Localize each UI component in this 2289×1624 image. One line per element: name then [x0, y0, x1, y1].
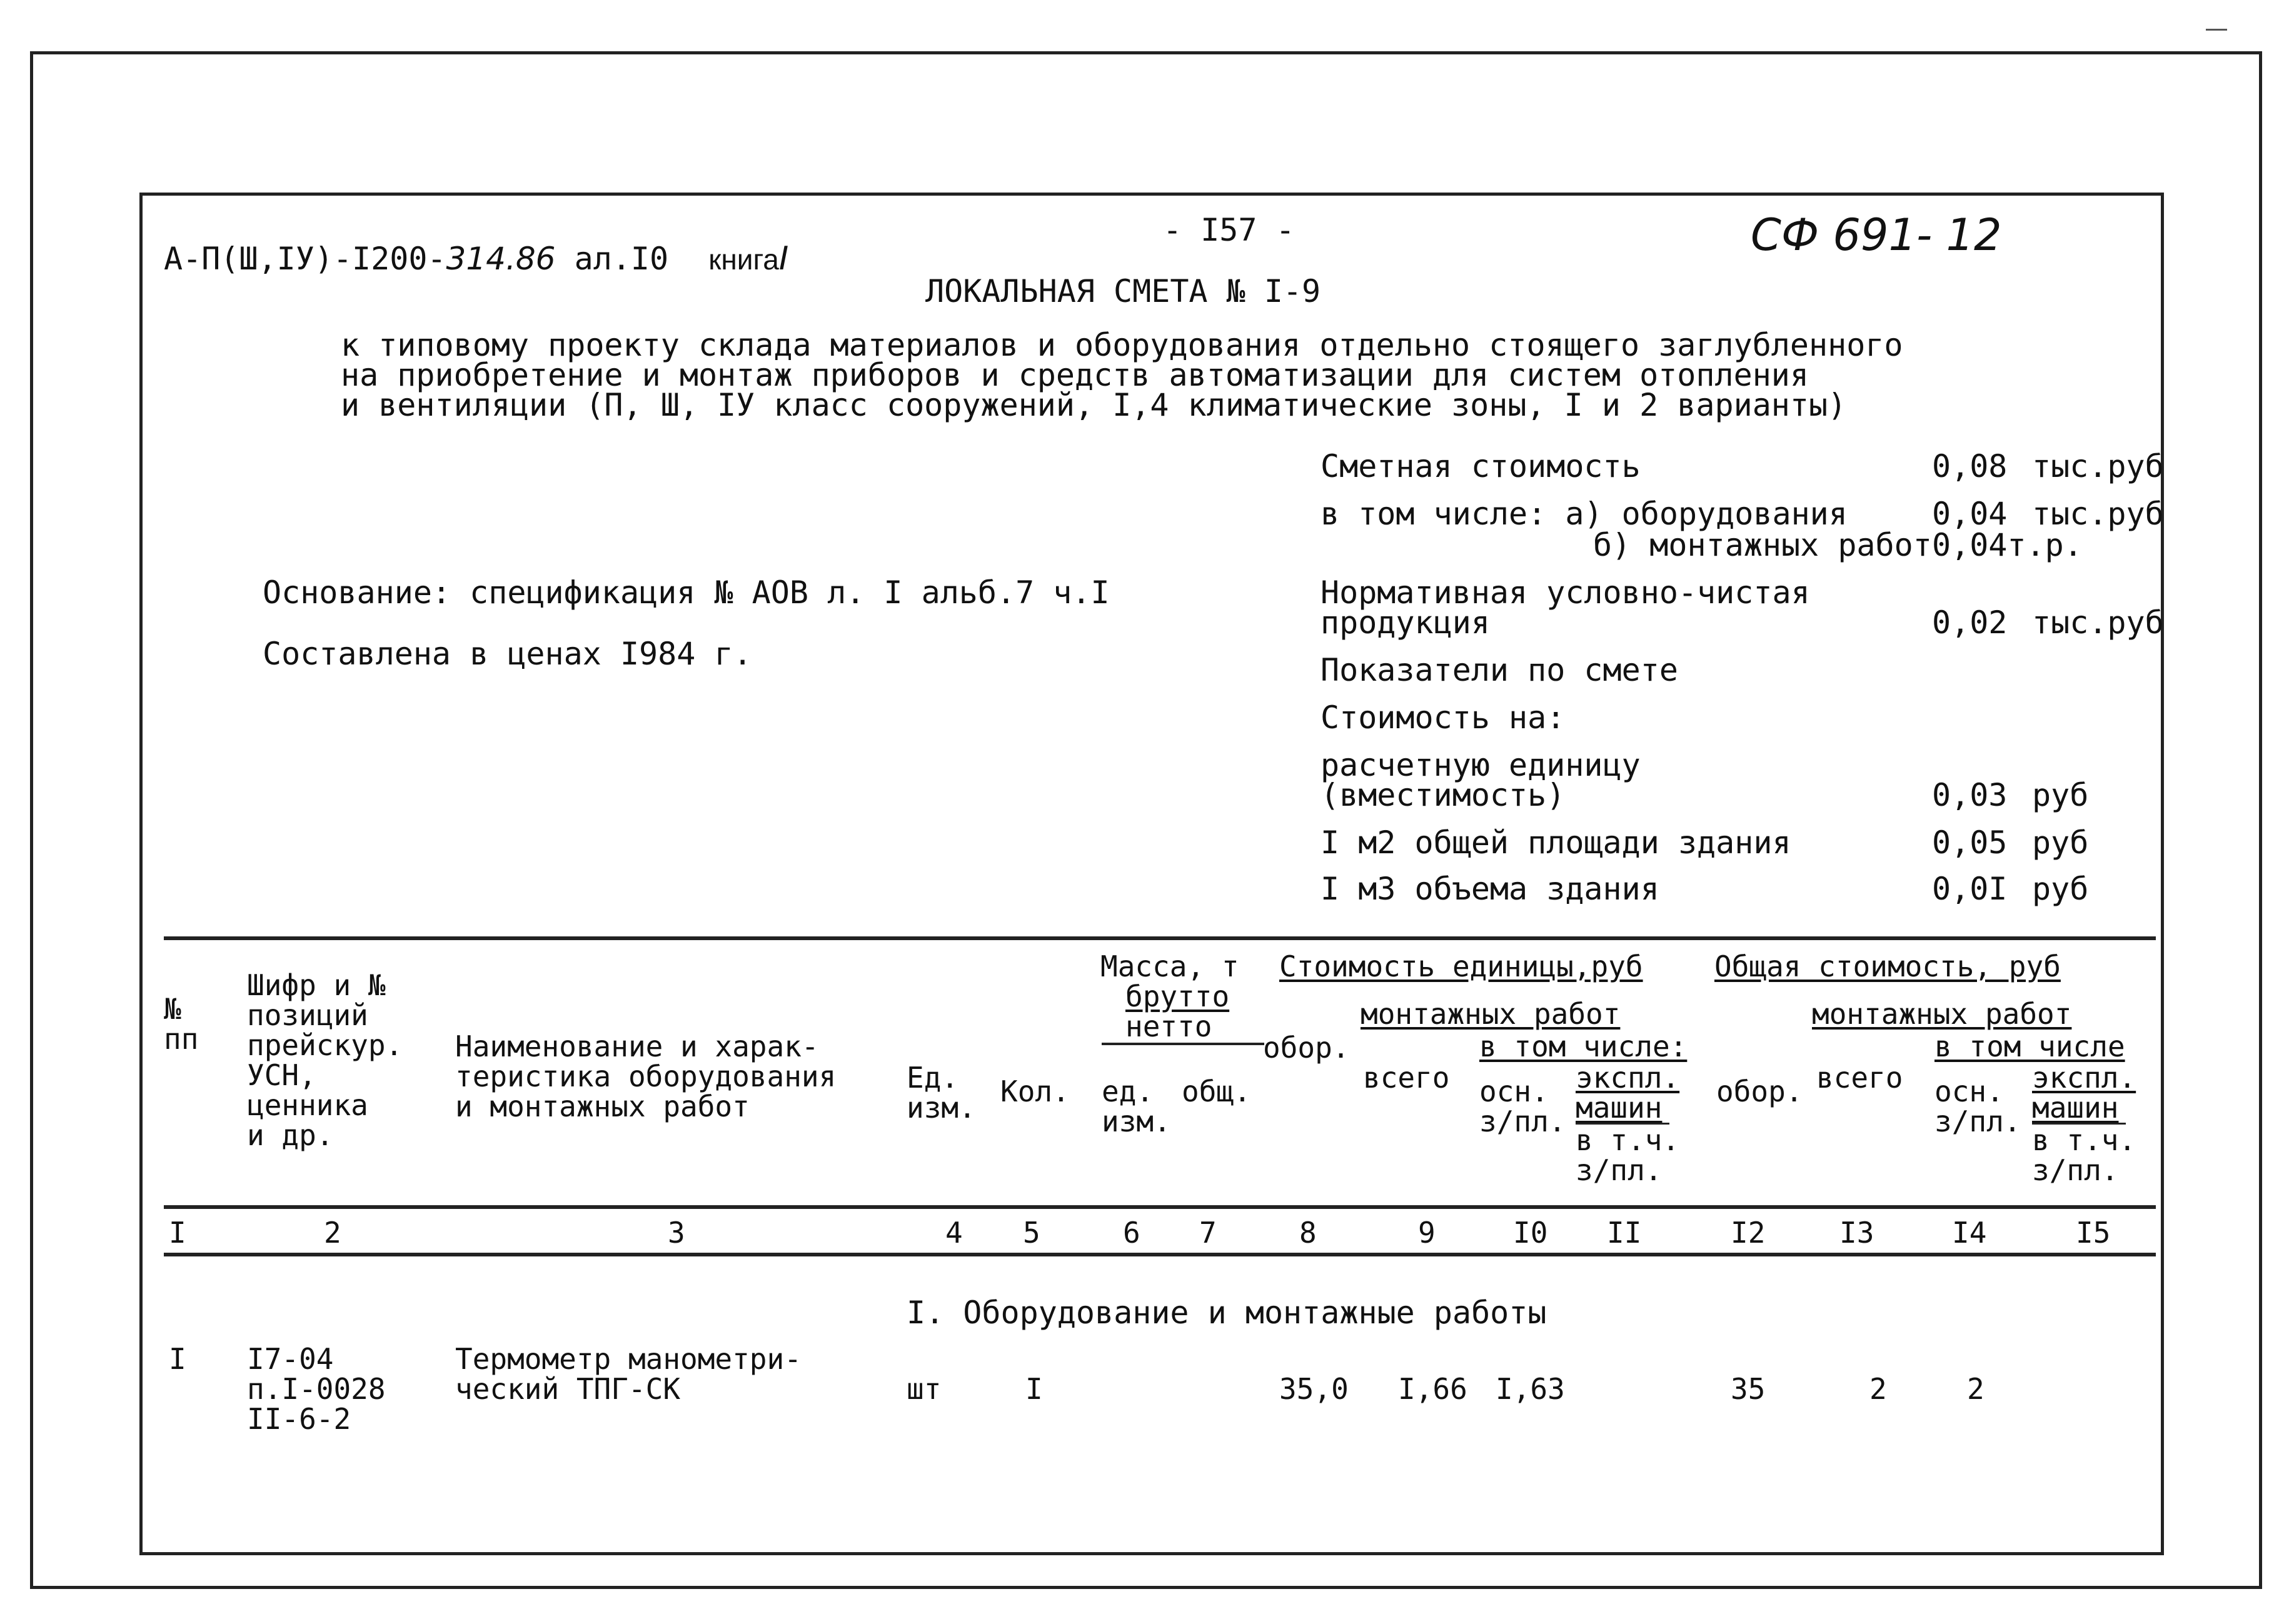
summary-cost-label: Сметная стоимость: [1321, 448, 1641, 484]
summary-indicators: Показатели по смете: [1321, 652, 1678, 688]
summary-equip-value: 0,04: [1932, 496, 2008, 532]
th-mass-unit: ед. изм.: [1102, 1075, 1171, 1138]
summary-norm-value: 0,02: [1932, 604, 2008, 641]
basis-spec: Основание: спецификация № АОВ л. I альб.7 ч.I: [263, 574, 1110, 611]
summary-unit-unit: руб: [2032, 777, 2089, 813]
row-wage: I,63: [1496, 1372, 1565, 1406]
row-install-total: I,66: [1398, 1372, 1467, 1406]
summary-unit-value: 0,03: [1932, 777, 2008, 813]
row-number: I: [169, 1342, 186, 1376]
doc-code-print: А-П(Ш,IУ)-I200-: [164, 241, 446, 277]
th-mass: Масса, т: [1100, 950, 1239, 983]
th-unit: Ед. изм.: [907, 1061, 976, 1125]
doc-code-handwritten: 314.86: [446, 241, 556, 277]
col-num-12: I2: [1731, 1216, 1766, 1250]
corner-mark: [2206, 29, 2227, 31]
row-code: I7-04 п.I-0028 II-6-2: [247, 1342, 386, 1436]
col-num-1: I: [169, 1216, 186, 1250]
col-num-8: 8: [1299, 1216, 1317, 1250]
mach-wage-rule: [1576, 1123, 1669, 1125]
row-unit: шт: [907, 1372, 942, 1406]
row-total-install: 2: [1869, 1372, 1887, 1406]
summary-incl-label: в том числе: а) оборудования: [1321, 496, 1848, 532]
th-total-install: монтажных работ: [1812, 997, 2072, 1031]
th-total-wage: осн. з/пл.: [1934, 1075, 2021, 1138]
th-equip: обор.: [1263, 1031, 1350, 1065]
th-mass-total: общ.: [1182, 1075, 1251, 1108]
col-num-13: I3: [1839, 1216, 1874, 1250]
th-name: Наименование и харак- теристика оборудования и монтажных работ: [455, 1030, 837, 1123]
th-total-incl: в том числе: [1934, 1030, 2125, 1063]
summary-norm-unit: тыс.руб: [2032, 604, 2164, 641]
summary-unit-label-2: (вместимость): [1321, 777, 1566, 813]
book-number: I: [778, 240, 789, 278]
summary-cost-unit: тыс.руб: [2032, 448, 2164, 484]
doc-code: [164, 240, 789, 278]
col-num-10: I0: [1513, 1216, 1548, 1250]
col-num-4: 4: [945, 1216, 963, 1250]
th-number: № пп: [164, 992, 199, 1056]
summary-install-label: б) монтажных работ: [1593, 527, 1932, 563]
summary-m3-value: 0,0I: [1932, 871, 2008, 907]
th-incl: в том числе:: [1479, 1030, 1688, 1063]
th-total-equip: обор.: [1716, 1075, 1803, 1108]
book-label: книга: [708, 243, 779, 276]
th-install: монтажных работ: [1361, 997, 1621, 1031]
th-total-cost: Общая стоимость, руб: [1714, 950, 2061, 983]
summary-m3-label: I м3 объема здания: [1321, 871, 1659, 907]
title-line-1: к типовому проекту склада материалов и оборудования отдельно стоящего заглубленного: [341, 327, 1903, 363]
table-top-rule: [164, 936, 2156, 940]
estimate-title: ЛОКАЛЬНАЯ СМЕТА № I-9: [925, 273, 1321, 309]
row-total-equip: 35: [1731, 1372, 1766, 1406]
col-num-5: 5: [1023, 1216, 1040, 1250]
col-num-7: 7: [1199, 1216, 1217, 1250]
album-number: ал.I0: [574, 241, 669, 277]
th-mach-wage: в т.ч. з/пл.: [1576, 1123, 1680, 1187]
col-num-15: I5: [2076, 1216, 2111, 1250]
th-qty: Кол.: [1000, 1075, 1070, 1108]
col-num-11: II: [1607, 1216, 1642, 1250]
netto-rule: [1102, 1043, 1264, 1045]
th-wage: осн. з/пл.: [1479, 1075, 1566, 1138]
table-header-rule: [164, 1205, 2156, 1209]
summary-norm-label-2: продукция: [1321, 604, 1490, 641]
summary-install-value: 0,04т.р.: [1932, 527, 2083, 563]
stamp-number: СФ 691- 12: [1751, 209, 2002, 261]
row-equip: 35,0: [1279, 1372, 1349, 1406]
summary-unit-label-1: расчетную единицу: [1321, 747, 1641, 783]
title-line-3: и вентиляции (П, Ш, IУ класс сооружений, I,4 климатические зоны, I и 2 варианты): [341, 387, 1847, 423]
title-line-2: на приобретение и монтаж приборов и средств автоматизации для систем отопления: [341, 357, 1809, 393]
th-unit-cost: Стоимость единицы,руб: [1279, 950, 1643, 983]
col-num-2: 2: [324, 1216, 341, 1250]
th-total-all: всего: [1816, 1061, 1903, 1095]
summary-cost-per: Стоимость на:: [1321, 699, 1566, 736]
col-num-14: I4: [1952, 1216, 1987, 1250]
basis-prices: Составлена в ценах I984 г.: [263, 636, 752, 672]
row-name: Термометр манометри- ческий ТПГ-СК: [455, 1342, 802, 1406]
row-total-wage: 2: [1967, 1372, 1985, 1406]
summary-m2-unit: руб: [2032, 825, 2089, 861]
summary-m2-value: 0,05: [1932, 825, 2008, 861]
col-num-9: 9: [1418, 1216, 1436, 1250]
th-brutto: брутто: [1125, 980, 1230, 1013]
row-qty: I: [1025, 1372, 1043, 1406]
col-num-3: 3: [668, 1216, 685, 1250]
th-mach: экспл. машин: [1576, 1061, 1680, 1125]
summary-norm-label-1: Нормативная условно-чистая: [1321, 574, 1810, 611]
section-title: I. Оборудование и монтажные работы: [907, 1295, 1547, 1331]
th-total: всего: [1363, 1061, 1450, 1095]
summary-equip-unit: тыс.руб: [2032, 496, 2164, 532]
th-code: Шифр и № позиций прейскур. УСН, ценника и др.: [247, 968, 403, 1152]
page-number: - I57 -: [1163, 212, 1295, 248]
total-mach-wage-rule: [2032, 1123, 2126, 1125]
th-netto: нетто: [1125, 1010, 1212, 1043]
table-colnum-rule: [164, 1253, 2156, 1256]
summary-m3-unit: руб: [2032, 871, 2089, 907]
col-num-6: 6: [1123, 1216, 1140, 1250]
summary-m2-label: I м2 общей площади здания: [1321, 825, 1791, 861]
th-total-mach: экспл. машин: [2032, 1061, 2136, 1125]
summary-cost-value: 0,08: [1932, 448, 2008, 484]
th-total-mach-wage: в т.ч. з/пл.: [2032, 1123, 2136, 1187]
